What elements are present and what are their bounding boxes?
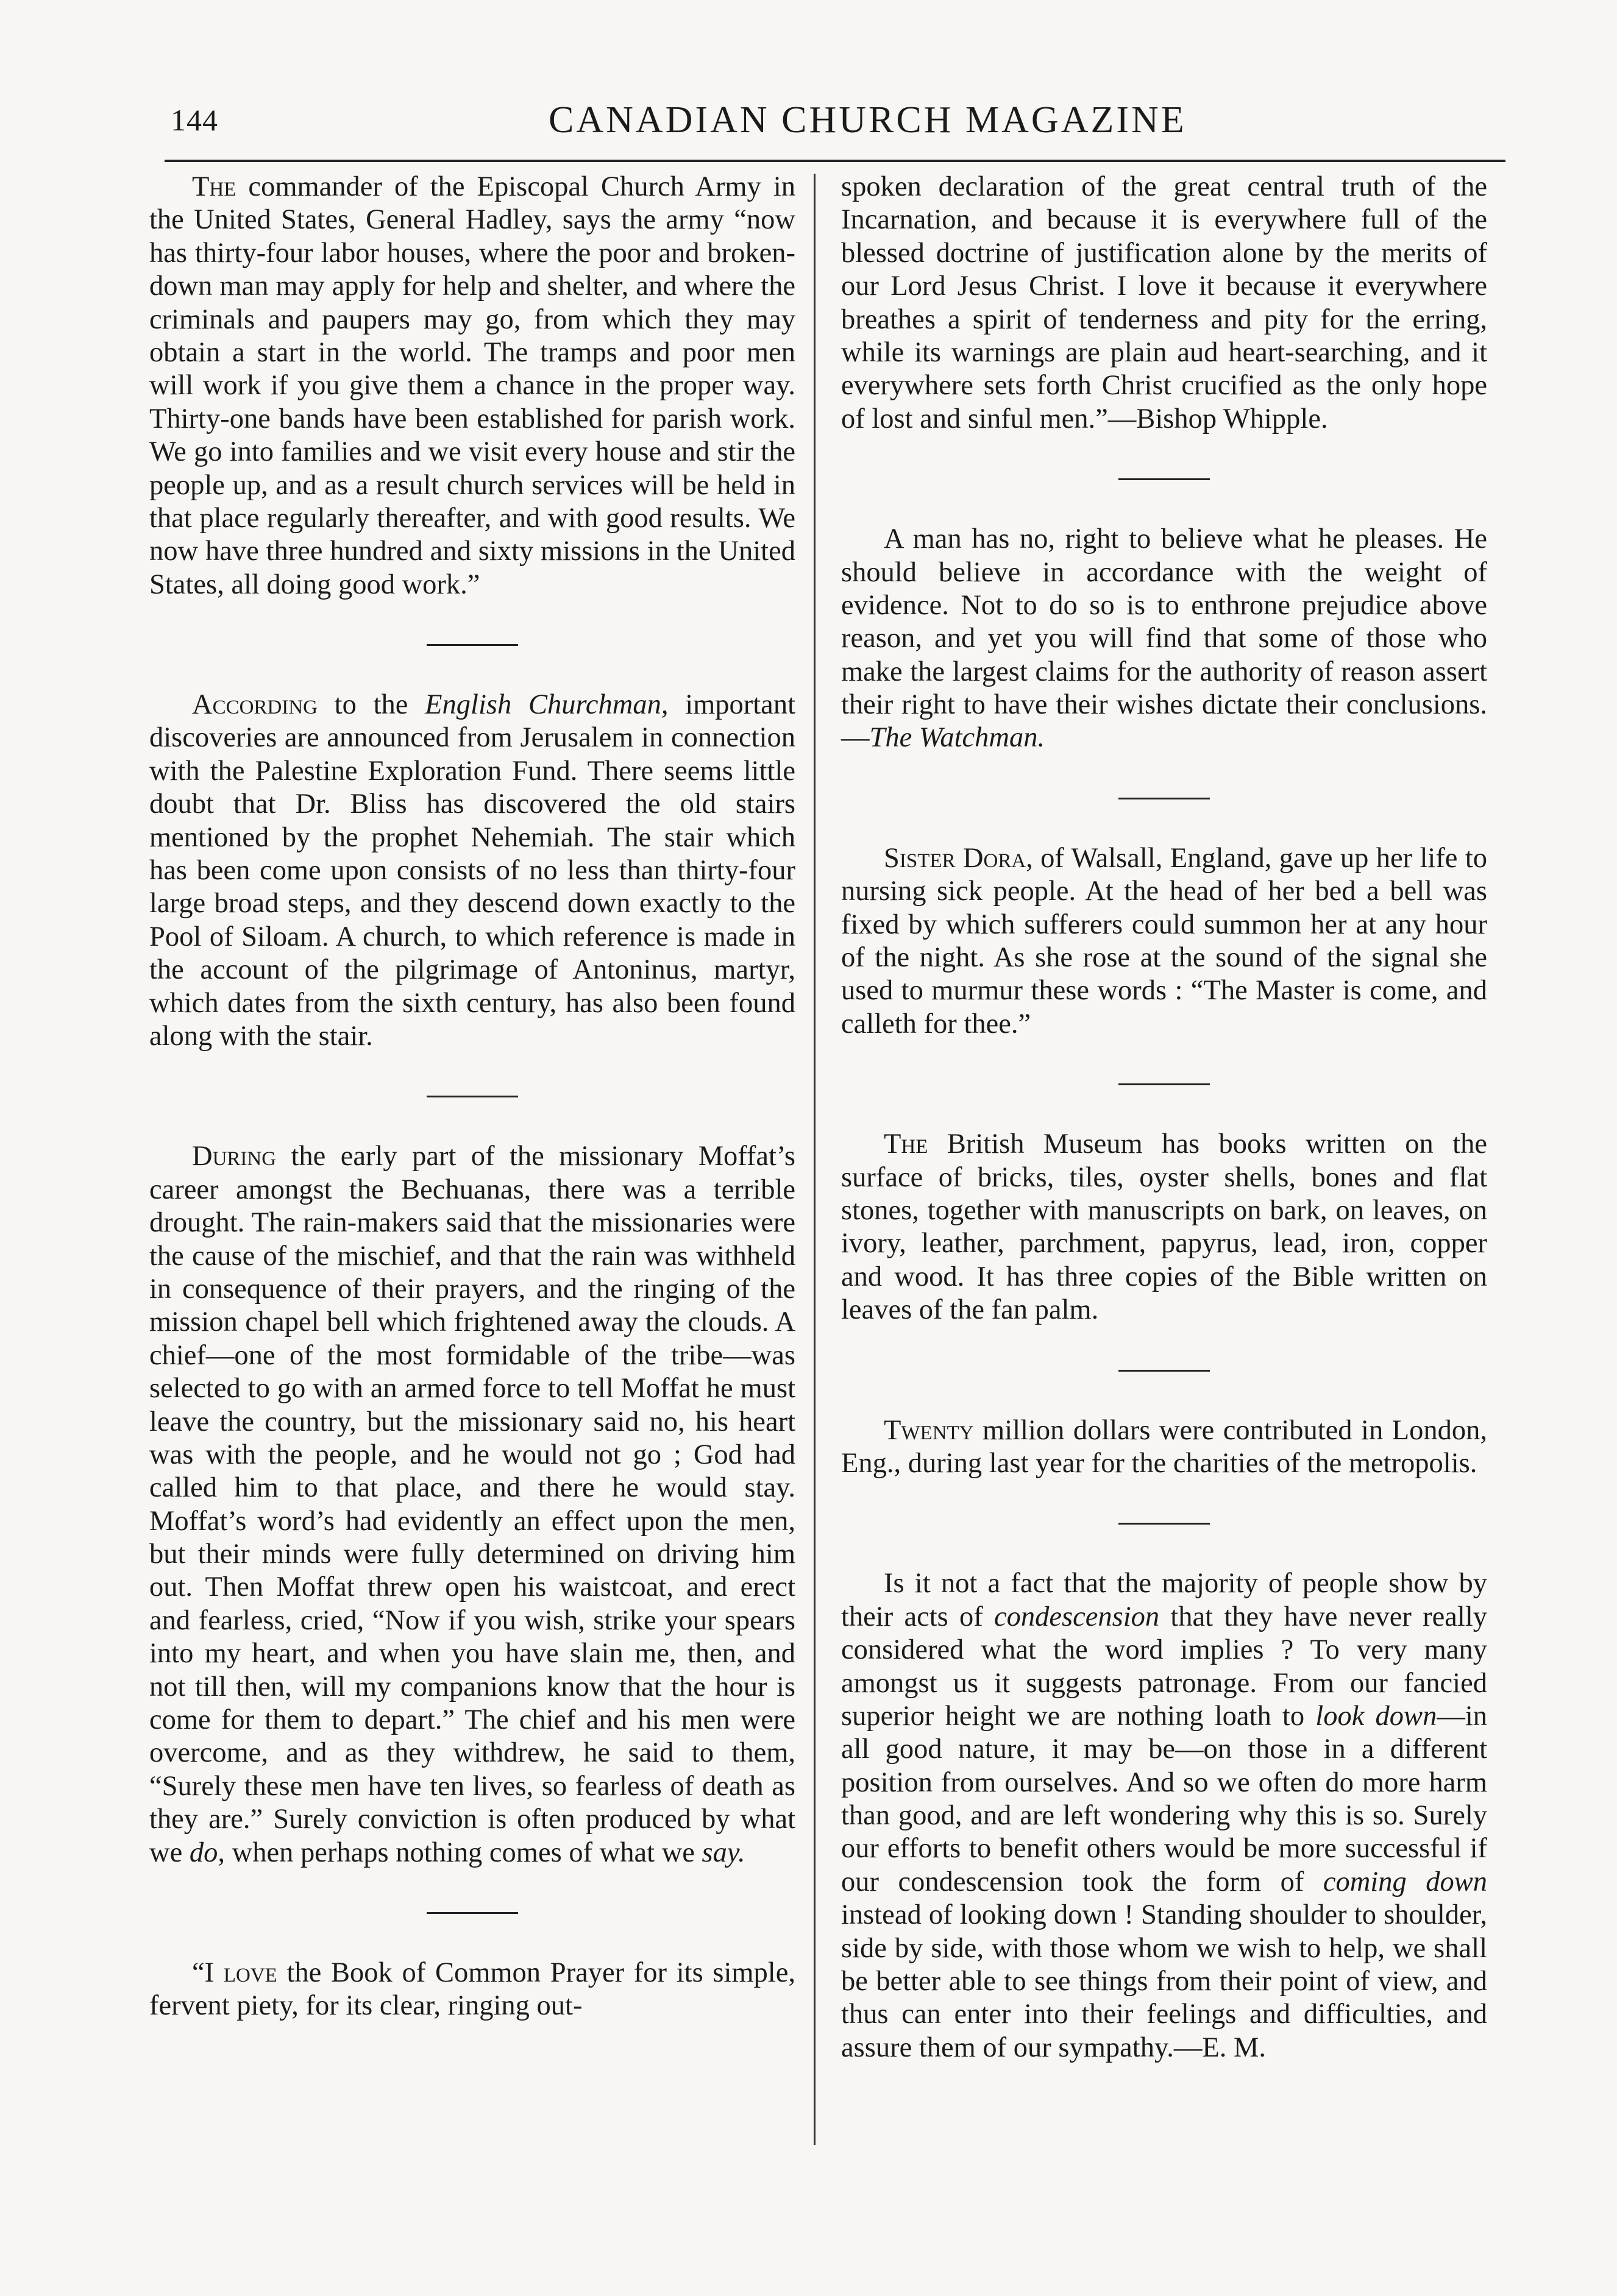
article-text: the early part of the missionary Moffat’s career amongst the Bechuanas, there was a terrible drought. The rain-makers said that the missionaries were the cause of the mischief, and that the rain was withheld in consequence of their prayers, and the ringing of the mission chapel bell which frightened away the clouds. A chief—one of the most formidable of the tribe—was selected to go with an armed force to tell Moffat he must leave the country, but the missionary said no, his heart was with the people, and he would not go ; God had called him to that place, and there he would stay. Moffat’s word’s had evidently an effect upon the men, but their minds were fully determined on driving him out. Then Moffat threw open his waistcoat, and erect and fearless, cried, “Now if you wish, strike your spears into my heart, and when you have slain me, then, and not till then, will my companions know that the hour is come for them to depart.” The chief and his men were overcome, and as they withdrew, he said to them, “Surely these men have ten lives, so fearless of death as they are.” Surely conviction is often produced by what we bbox=[149, 1141, 795, 1868]
column-divider bbox=[814, 174, 816, 2145]
article-belief bbox=[841, 523, 1487, 755]
lead-word: Twenty bbox=[884, 1414, 974, 1446]
article-text: —in all good nature, it may be—on those in a different position from ourselves. And so we often do more harm than good, and are left wondering why this is so. Surely our efforts to benefit others would be more successful if our condescension took the form of bbox=[841, 1700, 1487, 1897]
italic-title: English Churchman, bbox=[425, 689, 669, 721]
article-church-army bbox=[149, 171, 795, 601]
article-text: British Museum has books written on the surface of bricks, tiles, oyster shells, bones and flat stones, together with manuscripts on bark, on leaves, on ivory, leather, parchment, papyrus, lead, iron, copper and wood. It has three copies of the Bible written on leaves of the fan palm. bbox=[841, 1129, 1487, 1326]
article-text: commander of the Episcopal Church Army in the United States, General Hadley, says the army “now has thirty-four labor houses, where the poor and broken-down man may apply for help and shelter, and where the criminals and paupers may go, from which they may obtain a start in the world. The tramps and poor men will work if you give them a chance in the proper way. Thirty-one bands have been established for parish work. We go into families and we visit every house and stir the people up, and as a result church services will be held in that place regularly thereafter, and with good results. We now have three hundred and sixty missions in the United States, all doing good work.” bbox=[149, 171, 795, 600]
article-jerusalem-stairs bbox=[149, 689, 795, 1053]
section-separator bbox=[427, 1096, 518, 1097]
article-text: the Book of Common Prayer for its simple, fervent piety, for its clear, ringing out- bbox=[149, 1957, 795, 2022]
article-condescension bbox=[841, 1567, 1487, 2064]
italic-word: say. bbox=[702, 1837, 745, 1868]
right-column bbox=[841, 171, 1487, 2064]
article-text: of Walsall, England, gave up her life to nursing sick people. At the head of her bed a bell was fixed by which sufferers could summon her at any hour of the night. As she rose at the sound of the signal she used to murmur these words : “The Master is come, and calleth for thee.” bbox=[841, 842, 1487, 1040]
page-number: 144 bbox=[171, 103, 218, 137]
article-text: to the bbox=[317, 689, 425, 721]
article-london-charities bbox=[841, 1414, 1487, 1481]
italic-word: coming down bbox=[1323, 1866, 1487, 1897]
article-text: when perhaps nothing comes of what we bbox=[224, 1837, 702, 1868]
article-prayer-book-continued bbox=[841, 171, 1487, 436]
article-british-museum bbox=[841, 1128, 1487, 1327]
article-sister-dora bbox=[841, 842, 1487, 1041]
article-text: that they have never really considered what the word implies ? To very many amongst us it suggests patronage. From our fancied superior height we are nothing loath to bbox=[841, 1601, 1487, 1732]
italic-word: do, bbox=[189, 1837, 225, 1868]
article-text: spoken declaration of the great central truth of the Incarnation, and because it is everywhere full of the blessed doctrine of justification alone by the merits of our Lord Jesus Christ. I love it because it everywhere breathes a spirit of tenderness and pity for the erring, while its warnings are plain aud heart-searching, and it everywhere sets forth Christ crucified as the only hope of lost and sinful men.”—Bishop Whipple. bbox=[841, 171, 1487, 434]
article-prayer-book bbox=[149, 1957, 795, 2023]
section-separator bbox=[1118, 478, 1210, 480]
left-column bbox=[149, 171, 795, 2023]
section-separator bbox=[427, 644, 518, 646]
article-text: A man has no, right to believe what he pleases. He should believe in accordance with the weight of evidence. Not to do so is to enthrone prejudice above reason, and yet you will find that some of those who make the largest claims for the authority of reason assert their right to have their wishes dictate their conclusions.— bbox=[841, 523, 1487, 754]
running-head: CANADIAN CHURCH MAGAZINE bbox=[549, 99, 1187, 141]
header-rule bbox=[165, 160, 1505, 162]
lead-word: Sister Dora, bbox=[884, 842, 1033, 874]
article-text: million dollars were contributed in London, Eng., during last year for the charities of the metropolis. bbox=[841, 1414, 1487, 1479]
italic-word: condescension bbox=[993, 1601, 1160, 1632]
section-separator bbox=[427, 1912, 518, 1914]
lead-word: During bbox=[192, 1141, 277, 1172]
section-separator bbox=[1118, 798, 1210, 799]
section-separator bbox=[1118, 1083, 1210, 1085]
article-text: important discoveries are announced from Jerusalem in connection with the Palestine Exploration Fund. There seems little doubt that Dr. Bliss has discovered the old stairs mentioned by the prophet Nehemiah. The stair which has been come upon consists of no less than thirty-four large broad steps, and they descend down exactly to the Pool of Siloam. A church, to which reference is made in the account of the pilgrimage of Antoninus, martyr, which dates from the sixth century, has also been found along with the stair. bbox=[149, 689, 795, 1052]
lead-word: According bbox=[192, 689, 318, 721]
section-separator bbox=[1118, 1523, 1210, 1525]
article-text: instead of looking down ! Standing shoulder to shoulder, side by side, with those whom we wish to help, we shall be better able to see things from their point of view, and thus can enter into their feelings and difficulties, and assure them of our sympathy.—E. M. bbox=[841, 1899, 1487, 2063]
lead-word: The bbox=[192, 171, 236, 202]
lead-word: The bbox=[884, 1129, 928, 1160]
section-separator bbox=[1118, 1370, 1210, 1372]
article-moffat bbox=[149, 1140, 795, 1869]
italic-source: The Watchman. bbox=[869, 722, 1045, 754]
italic-word: look down bbox=[1315, 1700, 1437, 1732]
lead-word: “I love bbox=[192, 1957, 277, 1988]
article-text: Is it not a fact that the majority of people show by their acts of bbox=[841, 1568, 1487, 1632]
